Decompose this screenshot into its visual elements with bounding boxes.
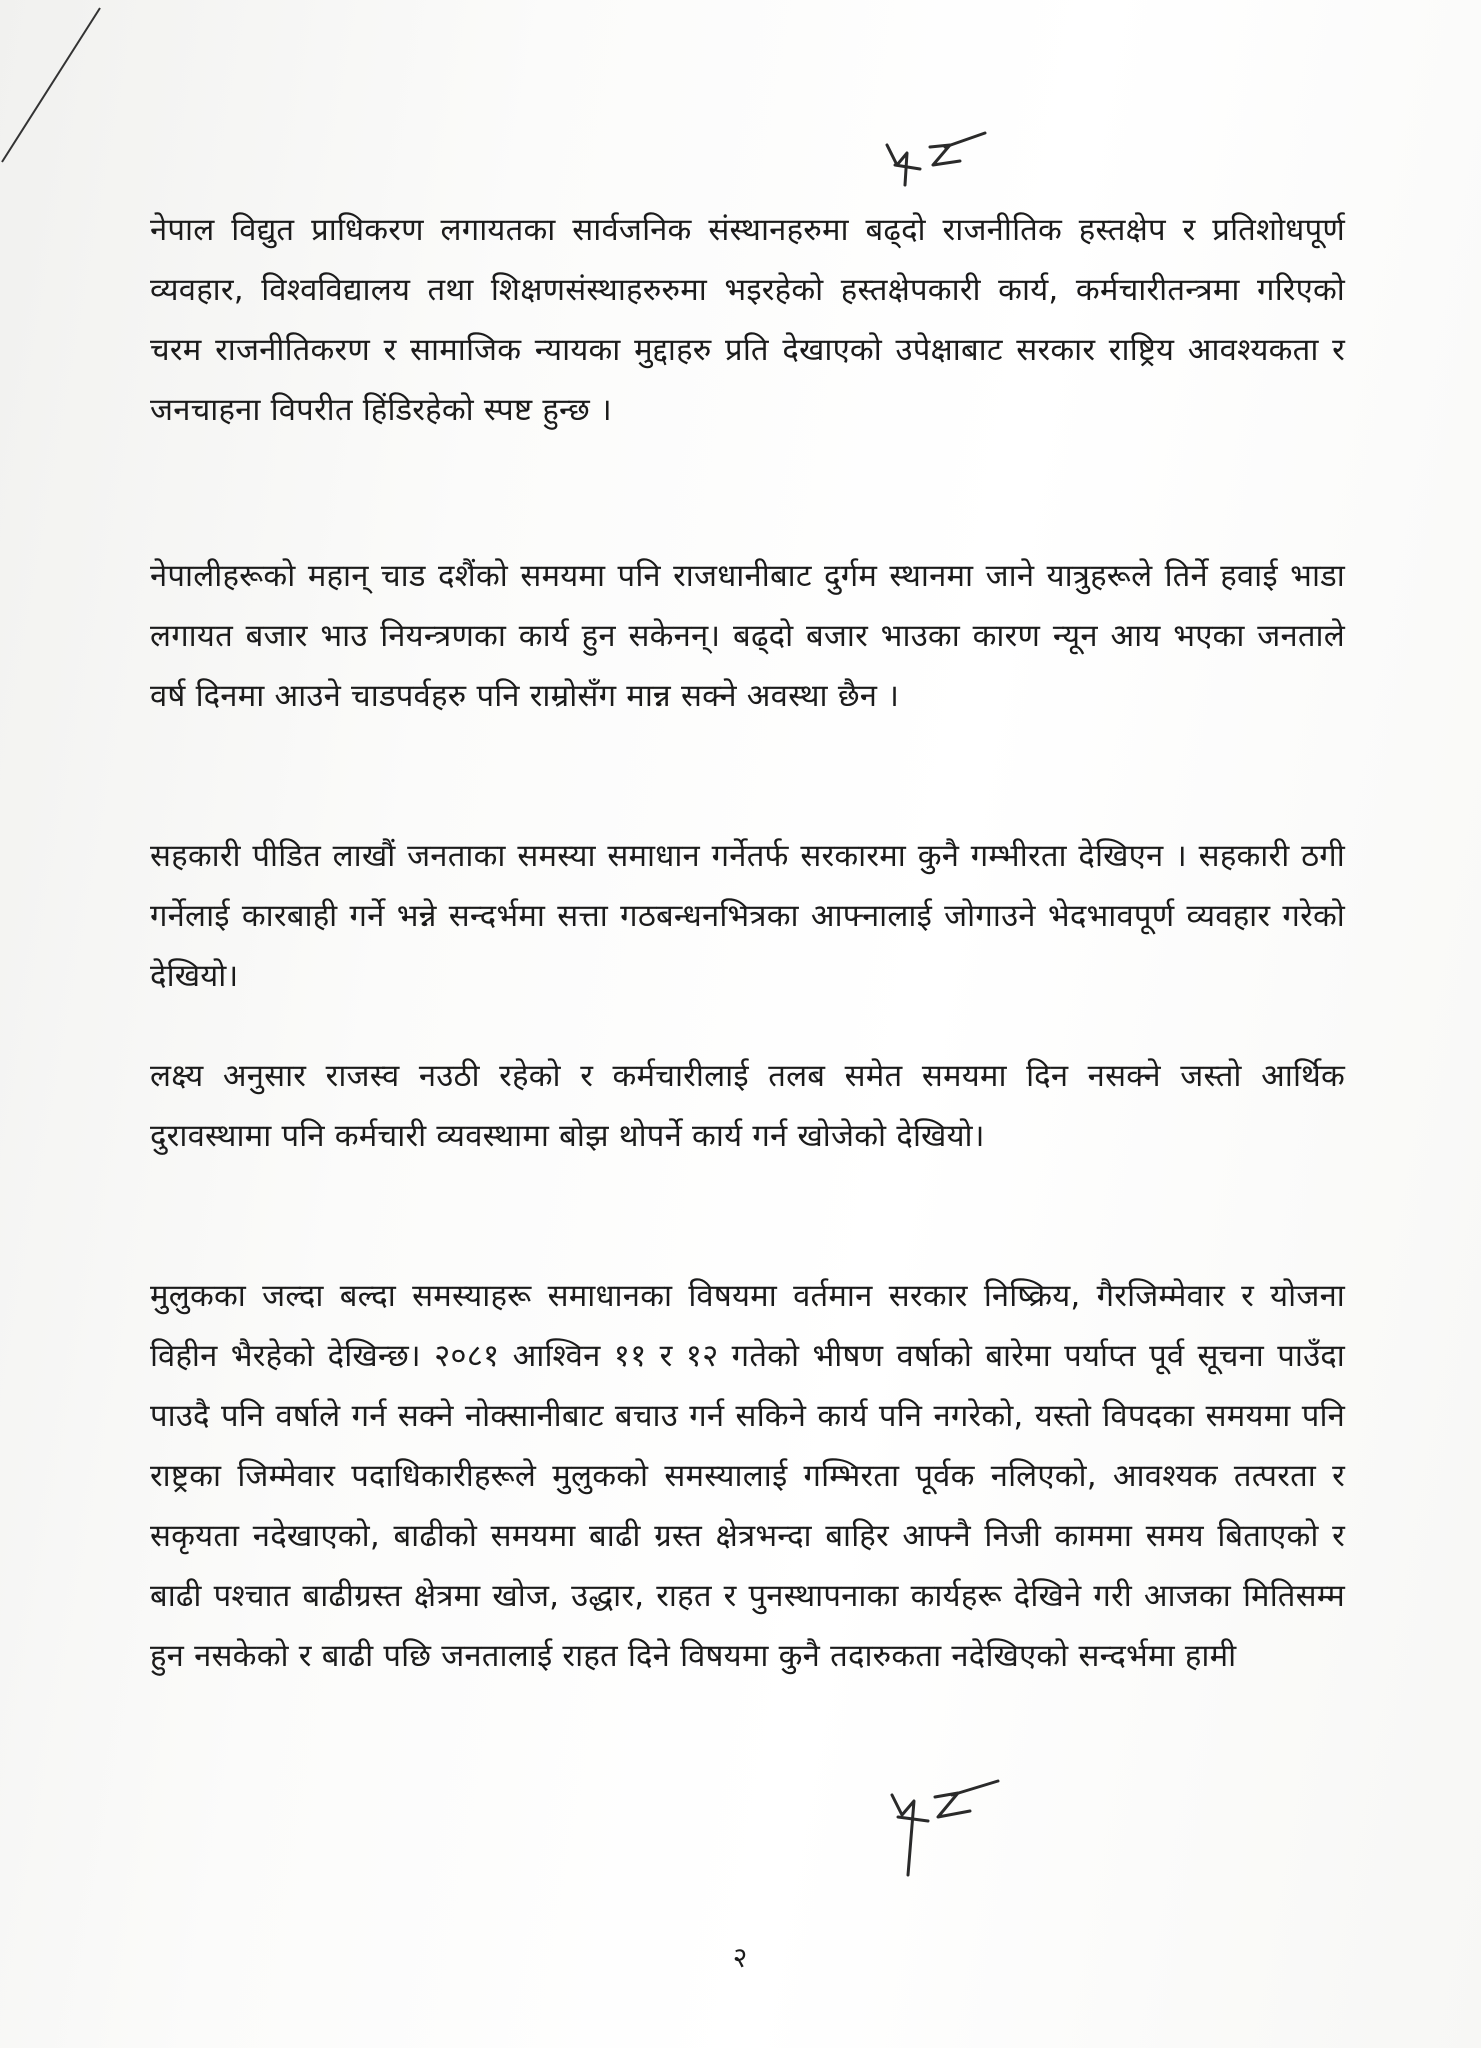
page-number: २ (732, 1941, 748, 1974)
corner-fold-line (0, 0, 160, 170)
paragraph-political-interference: नेपाल विद्युत प्राधिकरण लगायतका सार्वजनिक संस्थानहरुमा बढ्दो राजनीतिक हस्तक्षेप र प्रतिशोधपूर्ण व्यवहार, विश्वविद्यालय तथा शिक्षणसंस्थाहरुरुमा भइरहेको हस्तक्षेपकारी कार्य, कर्मचारीतन्त्रमा गरिएको चरम राजनीतिकरण र सामाजिक न्यायका मुद्दाहरु प्रति देखाएको उपेक्षाबाट सरकार राष्ट्रिय आवश्यकता र जनचाहना विपरीत हिंडिरहेको स्पष्ट हुन्छ । (150, 212, 1345, 428)
paragraph-festival-prices: नेपालीहरूको महान् चाड दशैंको समयमा पनि राजधानीबाट दुर्गम स्थानमा जाने यात्रुहरूले तिर्ने हवाई भाडा लगायत बजार भाउ नियन्त्रणका कार्य हुन सकेनन्। बढ्दो बजार भाउका कारण न्यून आय भएका जनताले वर्ष दिनमा आउने चाडपर्वहरु पनि राम्रोसँग मान्न सक्ने अवस्था छैन । (150, 558, 1345, 714)
paragraph-flood-response: मुलुकका जल्दा बल्दा समस्याहरू समाधानका विषयमा वर्तमान सरकार निष्क्रिय, गैरजिम्मेवार र योजना विहीन भैरहेको देखिन्छ। २०८१ आश्विन ११ र १२ गतेको भीषण वर्षाको बारेमा पर्याप्त पूर्व सूचना पाउँदा पाउदै पनि वर्षाले गर्न सक्ने नोक्सानीबाट बचाउ गर्न सकिने कार्य पनि नगरेको, यस्तो विपदका समयमा पनि राष्ट्रका जिम्मेवार पदाधिकारीहरूले मुलुकको समस्यालाई गम्भिरता पूर्वक नलिएको, आवश्यक तत्परता र सकृयता नदेखाएको, बाढीको समयमा बाढी ग्रस्त क्षेत्रभन्दा बाहिर आफ्नै निजी काममा समय बिताएको र बाढी पश्चात बाढीग्रस्त क्षेत्रमा खोज, उद्धार, राहत र पुनस्थापनाका कार्यहरू देखिने गरी आजका मितिसम्म हुन नसकेको र बाढी पछि जनतालाई राहत दिने विषयमा कुनै तदारुकता नदेखिएको सन्दर्भमा हामी (150, 1278, 1345, 1674)
initials-signature-top (875, 125, 995, 195)
initials-signature-bottom (880, 1775, 1010, 1885)
paragraph-revenue-shortfall: लक्ष्य अनुसार राजस्व नउठी रहेको र कर्मचारीलाई तलब समेत समयमा दिन नसक्ने जस्तो आर्थिक दुरावस्थामा पनि कर्मचारी व्यवस्थामा बोझ थोपर्ने कार्य गर्न खोजेको देखियो। (150, 1058, 1345, 1154)
paragraph-cooperative-victims: सहकारी पीडित लाखौं जनताका समस्या समाधान गर्नेतर्फ सरकारमा कुनै गम्भीरता देखिएन । सहकारी ठगी गर्नेलाई कारबाही गर्ने भन्ने सन्दर्भमा सत्ता गठबन्धनभित्रका आफ्नालाई जोगाउने भेदभावपूर्ण व्यवहार गरेको देखियो। (150, 838, 1345, 994)
